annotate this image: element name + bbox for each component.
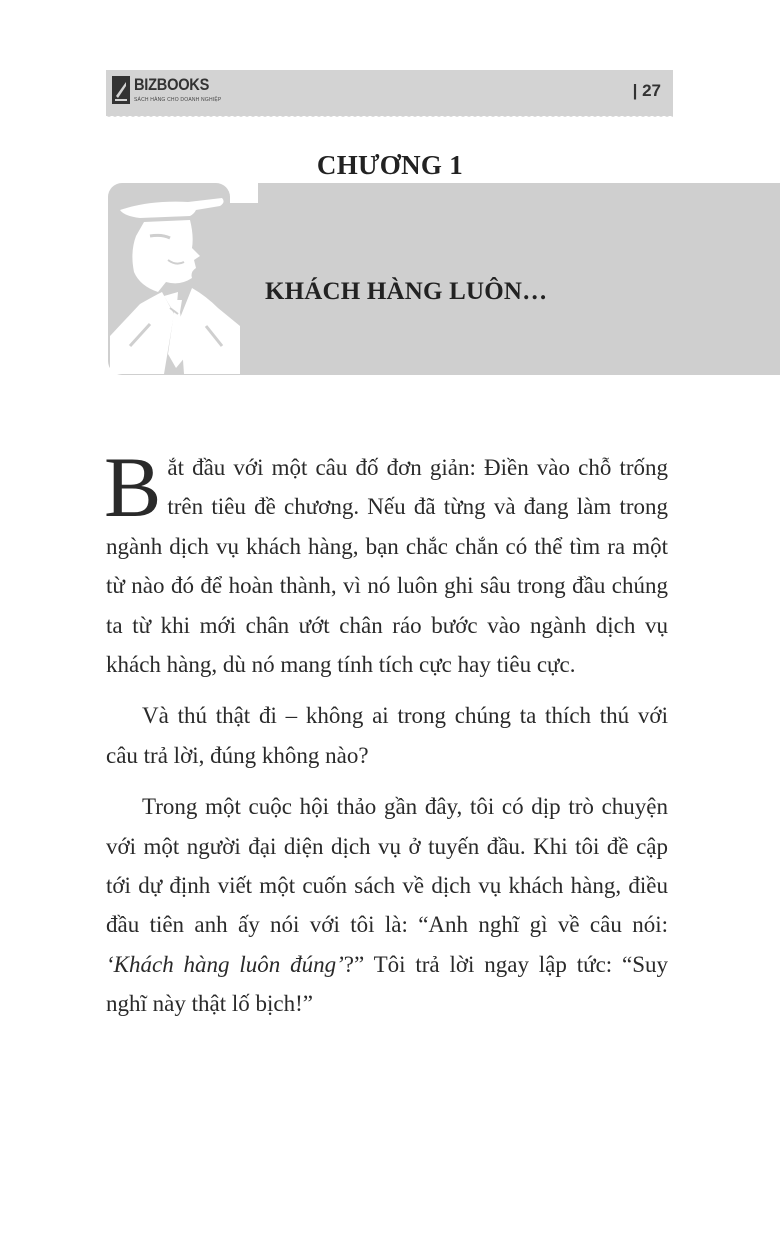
publisher-logo xyxy=(112,76,221,104)
paragraph-2: Và thú thật đi – không ai trong chúng ta thích thú với câu trả lời, đúng không nào? xyxy=(106,703,668,768)
book-logo-icon xyxy=(112,76,130,104)
chapter-title: KHÁCH HÀNG LUÔN… xyxy=(265,278,548,305)
running-header xyxy=(106,70,673,116)
chapter-label: CHƯƠNG 1 xyxy=(316,150,464,180)
paragraph-1 xyxy=(104,439,668,684)
businessman-silhouette-icon xyxy=(110,196,240,374)
logo-tagline: SÁCH HÀNG CHO DOANH NGHIỆP xyxy=(134,97,222,103)
drop-cap: B xyxy=(104,439,162,535)
chapter-body xyxy=(104,439,668,1036)
paragraph-1-text: ắt đầu với một câu đố đơn giản: Điền vào chỗ trống trên tiêu đề chương. Nếu đã từng và đang làm trong ngành dịch vụ khách hàng, bạn chắc chắn có thể tìm ra một từ nào đó để hoàn thành, vì nó luôn ghi sâu trong đầu chúng ta từ khi mới chân ướt chân ráo bước vào ngành dịch vụ khách hàng, dù nó mang tính tích cực hay tiêu cực. xyxy=(106,455,668,678)
logo-text: BIZBOOKS xyxy=(134,75,210,94)
quoted-saying: ‘Khách hàng luôn đúng’ xyxy=(106,951,344,977)
paragraph-3 xyxy=(106,787,668,1023)
page-number: | 27 xyxy=(632,81,661,100)
paragraph-3-text-after: ?” Tôi trả lời ngay lập tức: “Suy nghĩ này thật lố bịch!” xyxy=(106,951,668,1017)
paragraph-3-text-before: Trong một cuộc hội thảo gần đây, tôi có dịp trò chuyện với một người đại diện dịch vụ ở tuyến đầu. Khi tôi đề cập tới dự định viết một cuốn sách về dịch vụ khách hàng, điều đầu tiên anh ấy nói với tôi là: “Anh nghĩ gì về câu nói: xyxy=(106,794,668,938)
